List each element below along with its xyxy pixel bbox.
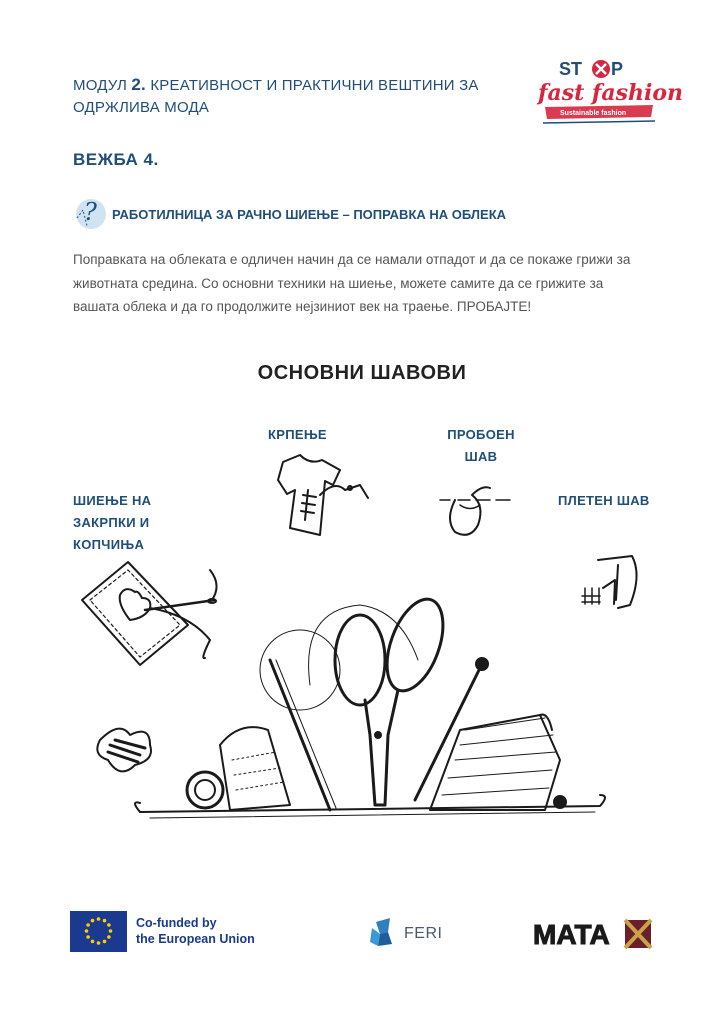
knit-stitch-label: ПЛЕТЕН ШАВ: [558, 493, 650, 508]
patches-buttons-label: ШИЕЊЕ НА ЗАКРПКИ И КОПЧИЊА: [73, 493, 152, 552]
logo-p: P: [611, 59, 624, 79]
backstitch-label: ПРОБОЕН ШАВ: [447, 427, 515, 464]
mata-logo: [533, 918, 653, 950]
sewing-tools-scene: [135, 592, 605, 818]
svg-text:?: ?: [84, 198, 97, 226]
logo-st: ST: [559, 59, 583, 79]
logo-fast-fashion: fast fashion: [538, 80, 684, 106]
backstitch-icon: [440, 487, 510, 534]
eu-flag-icon: [70, 911, 127, 952]
knit-stitch-icon: [582, 556, 637, 608]
module-title: МОДУЛ 2. КРЕАТИВНОСТ И ПРАКТИЧНИ ВЕШТИНИ ЗА ОДРЖЛИВА МОДА: [73, 75, 479, 116]
workshop-subtitle: РАБОТИЛНИЦА ЗА РАЧНО ШИЕЊЕ – ПОПРАВКА НА ОБЛЕКА: [112, 207, 507, 222]
feri-text: FERI: [404, 925, 443, 942]
exercise-title: ВЕЖБА 4.: [73, 150, 159, 169]
svg-text:MATA: MATA: [533, 919, 610, 950]
intro-paragraph: Поправката на облеката е одличен начин да се намали отпадот и да се покаже грижи за животната средина. Со основни техники на шиење, можете самите да се грижите за вашата облека и да го продолжите нејзиниот век на траење. ПРОБАЈТЕ!: [73, 252, 631, 314]
tshirt-icon: [278, 455, 368, 535]
darning-label: КРПЕЊЕ: [268, 427, 327, 442]
patch-heart-icon: [82, 562, 217, 665]
small-spool-icon: [97, 729, 151, 772]
feri-logo-icon: [366, 914, 402, 950]
logo-ribbon-text: Sustainable fashion: [560, 110, 627, 117]
eu-cofunded-text: Co-funded by the European Union: [136, 916, 255, 946]
basic-stitches-title: ОСНОВНИ ШАВОВИ: [257, 362, 467, 384]
